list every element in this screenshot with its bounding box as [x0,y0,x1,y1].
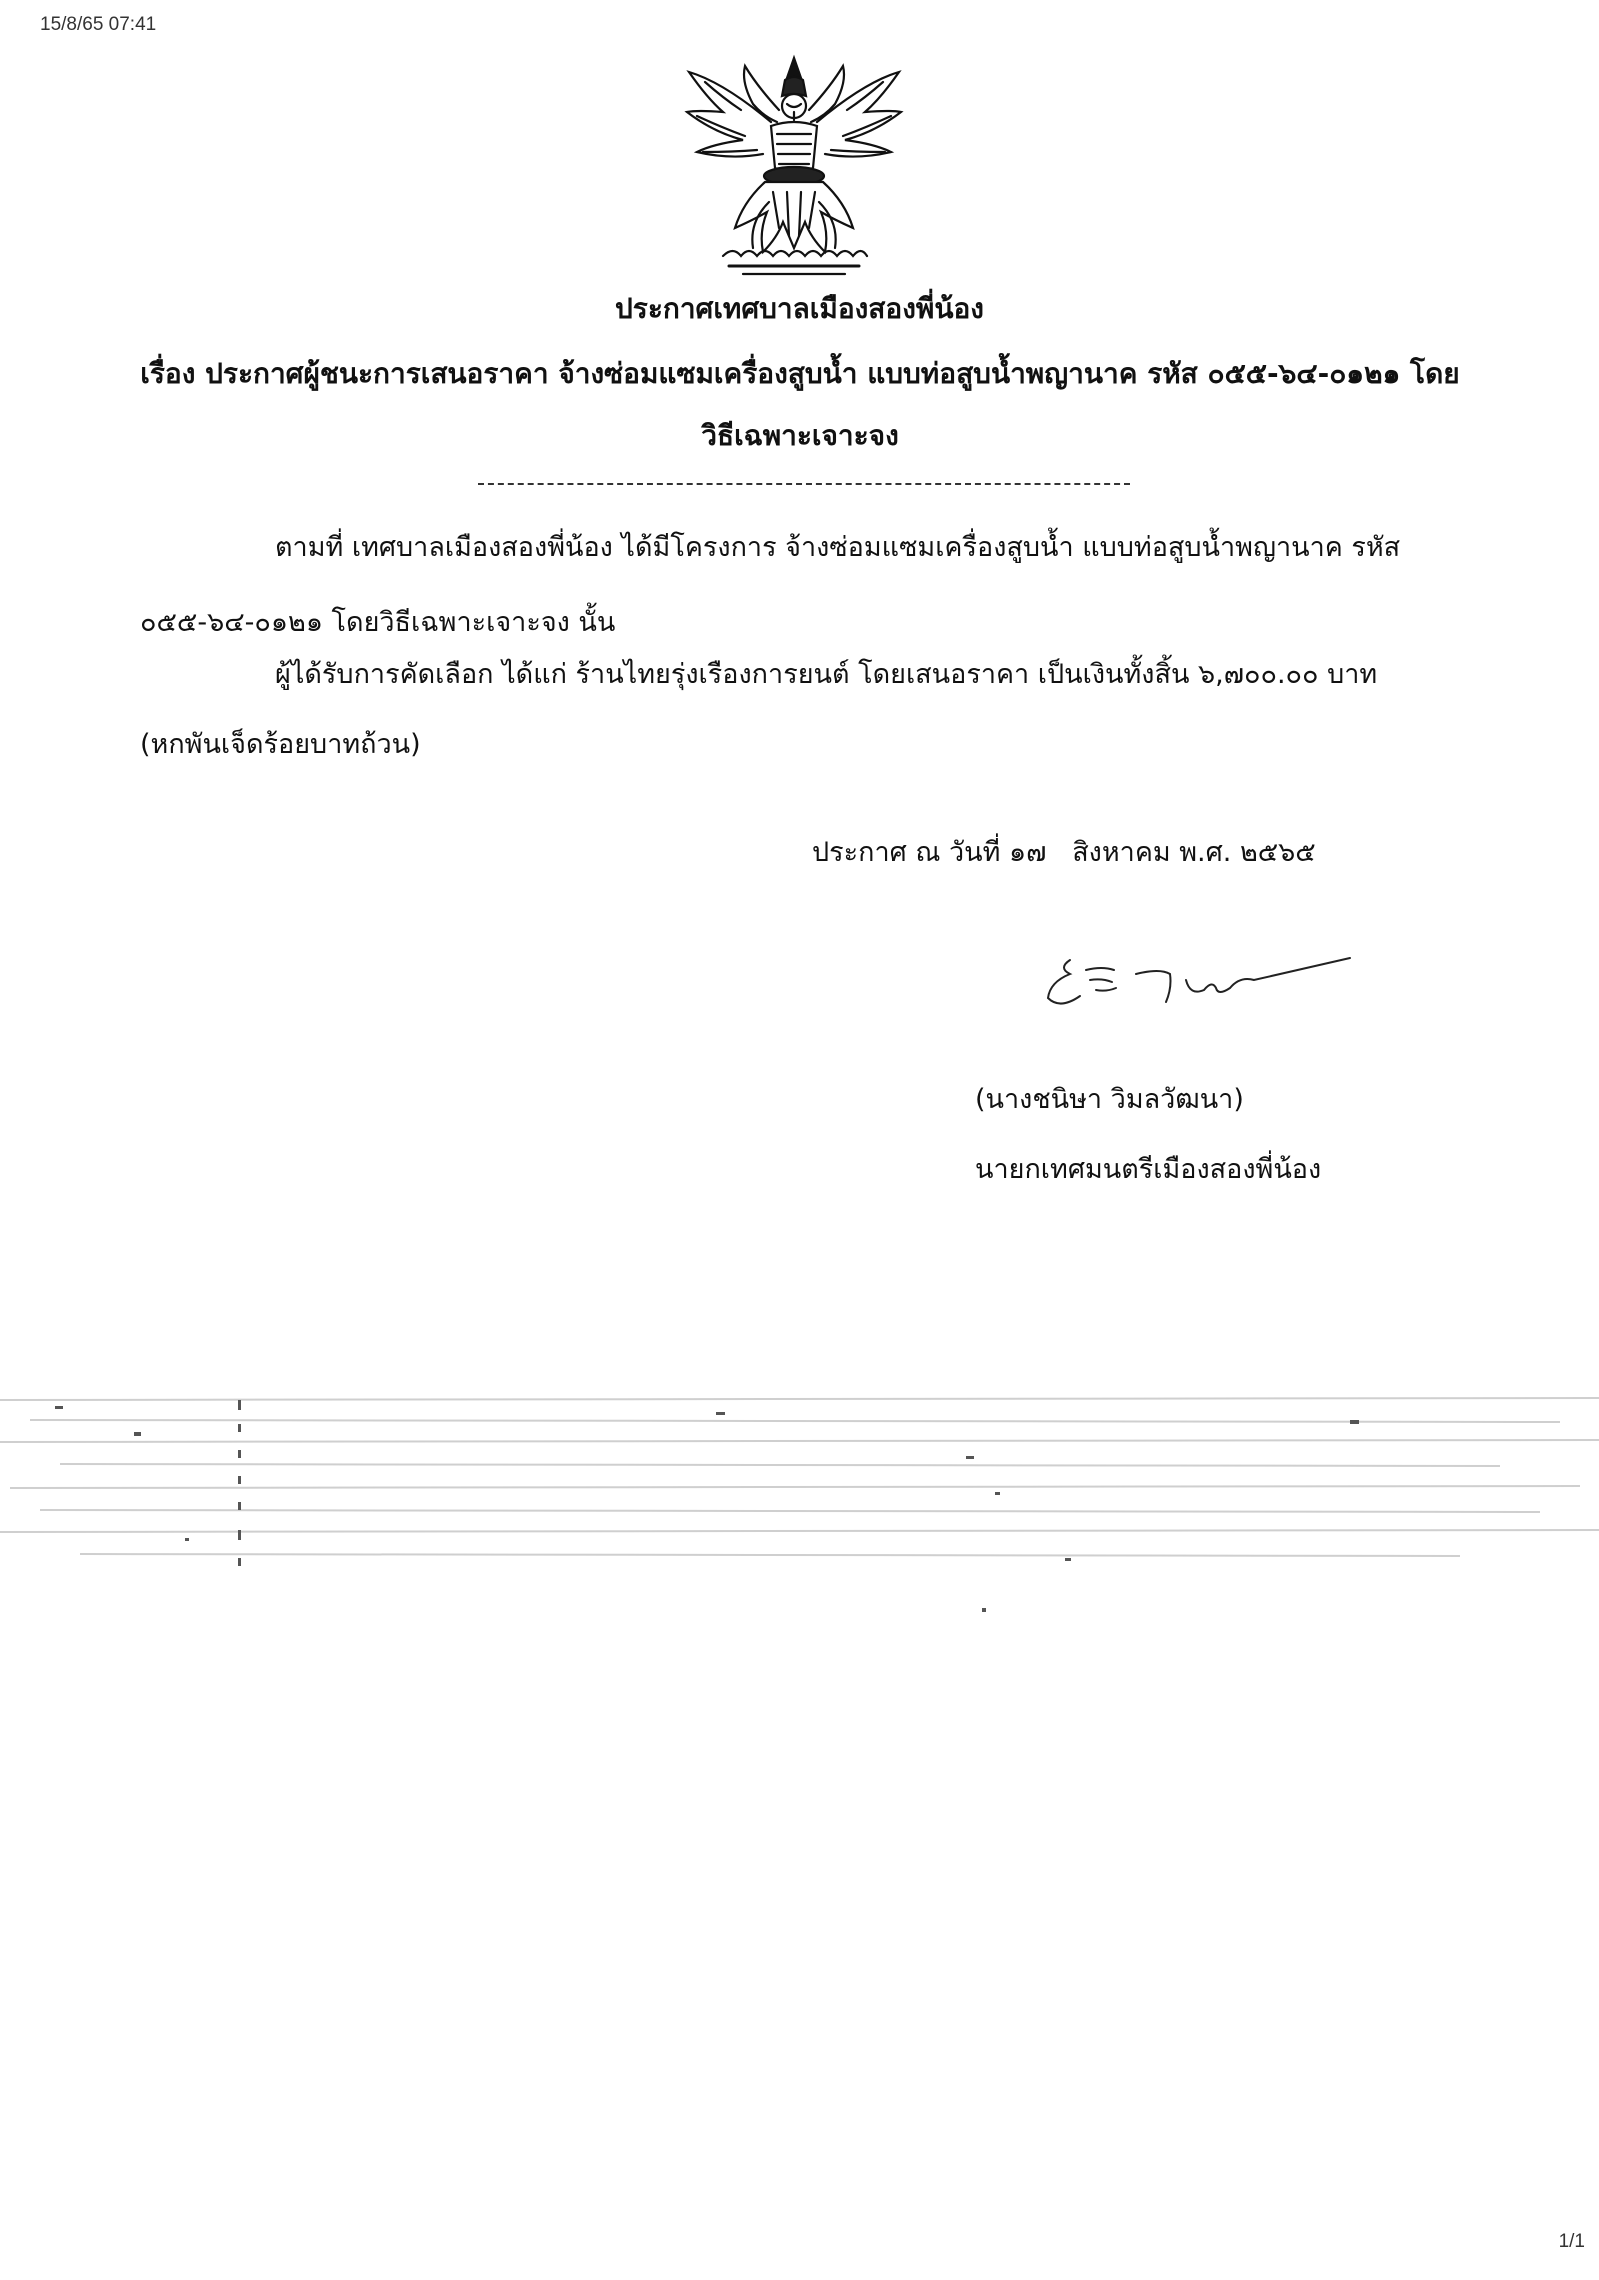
announcement-date: ประกาศ ณ วันที่ ๑๗ สิงหาคม พ.ศ. ๒๕๖๕ [812,837,1316,868]
scan-artifacts [0,1380,1599,1630]
signer-name: (นางชนิษา วิมลวัฒนา) [975,1084,1244,1115]
handwritten-signature [1040,940,1360,1020]
paragraph-2-line-2: (หกพันเจ็ดร้อยบาทถ้วน) [140,729,421,760]
print-timestamp: 15/8/65 07:41 [40,14,157,35]
paragraph-1-line-1: ตามที่ เทศบาลเมืองสองพี่น้อง ได้มีโครงการ จ้างซ่อมแซมเครื่องสูบน้ำ แบบท่อสูบน้ำพญานาค รหัส [275,532,1401,563]
paragraph-2-line-1: ผู้ได้รับการคัดเลือก ได้แก่ ร้านไทยรุ่งเรืองการยนต์ โดยเสนอราคา เป็นเงินทั้งสิ้น ๖,๗๐๐.๐๐ บาท [275,659,1378,690]
announcement-subject [130,343,1470,467]
signer-position: นายกเทศมนตรีเมืองสองพี่น้อง [975,1154,1322,1185]
announcement-title: ประกาศเทศบาลเมืองสองพี่น้อง [615,292,984,325]
page-indicator: 1/1 [1558,2231,1585,2252]
separator-line [478,483,1130,485]
paragraph-1-line-2: ๐๕๕-๖๔-๐๑๒๑ โดยวิธีเฉพาะเจาะจง นั้น [140,607,616,638]
subject-line-2: วิธีเฉพาะเจาะจง [701,419,899,452]
subject-line-1: เรื่อง ประกาศผู้ชนะการเสนอราคา จ้างซ่อมแซมเครื่องสูบน้ำ แบบท่อสูบน้ำพญานาค รหัส ๐๕๕-๖๔-๐๑๒๑ โดย [140,357,1460,390]
garuda-emblem-icon [683,52,905,280]
